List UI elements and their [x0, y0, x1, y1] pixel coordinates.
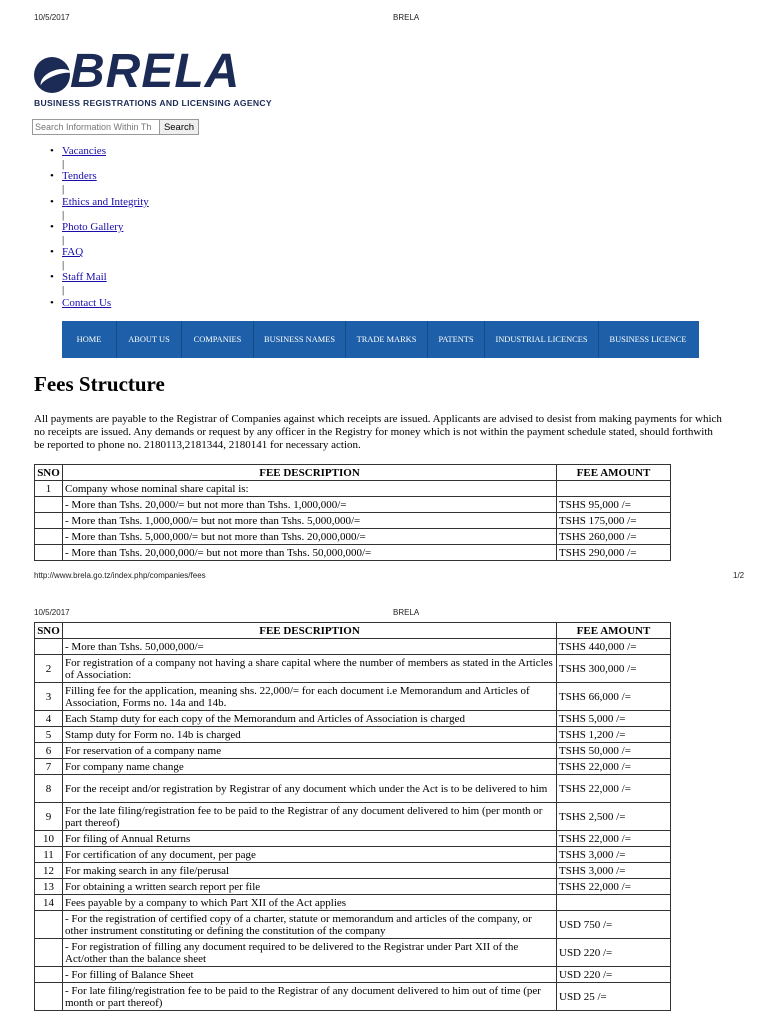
cell-sno	[35, 639, 63, 655]
link-vacancies[interactable]: Vacancies	[62, 145, 106, 157]
table-row	[35, 727, 671, 743]
table-row	[35, 497, 671, 513]
cell-amount: TSHS 50,000 /=	[557, 743, 671, 759]
col-header-description: FEE DESCRIPTION	[63, 465, 557, 481]
bullet-icon: •	[50, 296, 54, 309]
bullet-icon: •	[50, 246, 54, 259]
cell-amount: TSHS 440,000 /=	[557, 639, 671, 655]
cell-amount: USD 25 /=	[557, 983, 671, 1011]
cell-description: - For registration of filling any document required to be delivered to the Registrar under Part XII of the Act/other than the balance sheet	[63, 939, 557, 967]
cell-description: For obtaining a written search report per file	[63, 879, 557, 895]
link-separator: |	[62, 208, 65, 221]
cell-description: Filling fee for the application, meaning shs. 22,000/= for each document i.e Memorandum and Articles of Association, Forms no. 14a and 14b.	[63, 683, 557, 711]
cell-amount: USD 750 /=	[557, 911, 671, 939]
print-url: http://www.brela.go.tz/index.php/companies/fees	[34, 571, 206, 580]
print-date: 10/5/2017	[34, 13, 70, 22]
cell-sno: 4	[35, 711, 63, 727]
cell-sno: 3	[35, 683, 63, 711]
cell-sno: 9	[35, 803, 63, 831]
link-separator: |	[62, 183, 65, 196]
cell-sno	[35, 513, 63, 529]
fees-table-body	[35, 481, 671, 561]
link-staff-mail[interactable]: Staff Mail	[62, 271, 107, 284]
cell-description: - More than Tshs. 1,000,000/= but not more than Tshs. 5,000,000/=	[63, 513, 557, 529]
cell-description: For the late filing/registration fee to be paid to the Registrar of any document delivered to him (per month or part thereof)	[63, 803, 557, 831]
table-row	[35, 983, 671, 1011]
cell-description: For the receipt and/or registration by Registrar of any document which under the Act is to be delivered to him	[63, 775, 557, 803]
cell-amount: TSHS 22,000 /=	[557, 831, 671, 847]
cell-sno: 6	[35, 743, 63, 759]
cell-description: - More than Tshs. 20,000/= but not more than Tshs. 1,000,000/=	[63, 497, 557, 513]
link-separator: |	[62, 284, 65, 297]
menu-patents[interactable]: PATENTS	[428, 321, 485, 358]
cell-sno	[35, 967, 63, 983]
cell-amount: TSHS 3,000 /=	[557, 863, 671, 879]
cell-description: - For the registration of certified copy of a charter, statute or memorandum and articles of the company, or other instrument constituting or defining the constitution of the company	[63, 911, 557, 939]
bullet-icon: •	[50, 220, 54, 233]
logo-tagline: BUSINESS REGISTRATIONS AND LICENSING AGENCY	[34, 98, 272, 108]
table-row	[35, 831, 671, 847]
cell-amount: TSHS 66,000 /=	[557, 683, 671, 711]
cell-description: Fees payable by a company to which Part XII of the Act applies	[63, 895, 557, 911]
cell-amount: TSHS 95,000 /=	[557, 497, 671, 513]
cell-amount: TSHS 2,500 /=	[557, 803, 671, 831]
table-row	[35, 529, 671, 545]
print-title-page2: BRELA	[393, 608, 420, 617]
cell-amount: TSHS 300,000 /=	[557, 655, 671, 683]
link-separator: |	[62, 158, 65, 170]
cell-sno	[35, 939, 63, 967]
cell-description: For company name change	[63, 759, 557, 775]
menu-business-licence[interactable]: BUSINESS LICENCE	[609, 335, 687, 344]
cell-sno: 11	[35, 847, 63, 863]
fees-table-page2-clip	[0, 622, 768, 1024]
fees-table-body	[35, 639, 671, 1011]
table-row	[35, 639, 671, 655]
cell-sno	[35, 497, 63, 513]
col-header-sno: SNO	[35, 623, 63, 639]
col-header-sno: SNO	[35, 465, 63, 481]
cell-sno	[35, 983, 63, 1011]
cell-sno: 8	[35, 775, 63, 803]
search-input[interactable]	[32, 119, 160, 135]
cell-sno	[35, 911, 63, 939]
print-title: BRELA	[393, 13, 420, 22]
table-row	[35, 711, 671, 727]
cell-description: For making search in any file/perusal	[63, 863, 557, 879]
menu-home[interactable]: HOME	[62, 321, 117, 358]
cell-amount: TSHS 22,000 /=	[557, 879, 671, 895]
col-header-amount: FEE AMOUNT	[557, 623, 671, 639]
table-row	[35, 743, 671, 759]
table-row	[35, 847, 671, 863]
brela-logo[interactable]	[34, 45, 274, 112]
cell-amount: TSHS 290,000 /=	[557, 545, 671, 561]
cell-description: For registration of a company not having a share capital where the number of members as stated in the Articles of Association:	[63, 655, 557, 683]
cell-amount	[557, 895, 671, 911]
table-row	[35, 775, 671, 803]
link-tenders[interactable]: Tenders	[62, 170, 97, 183]
table-row	[35, 683, 671, 711]
link-separator: |	[62, 259, 65, 272]
table-row	[35, 545, 671, 561]
cell-sno: 10	[35, 831, 63, 847]
table-row	[35, 967, 671, 983]
table-row	[35, 939, 671, 967]
table-row	[35, 879, 671, 895]
print-page-number: 1/2	[733, 571, 745, 580]
page-title: Fees Structure	[34, 372, 165, 396]
cell-description: - For late filing/registration fee to be paid to the Registrar of any document delivered to him out of time (per month or part thereof)	[63, 983, 557, 1011]
cell-sno	[35, 545, 63, 561]
table-row	[35, 759, 671, 775]
cell-amount: TSHS 175,000 /=	[557, 513, 671, 529]
table-row	[35, 863, 671, 879]
print-date-page2: 10/5/2017	[34, 608, 70, 617]
cell-sno	[35, 529, 63, 545]
cell-sno: 12	[35, 863, 63, 879]
table-row	[35, 911, 671, 939]
cell-sno: 13	[35, 879, 63, 895]
col-header-amount: FEE AMOUNT	[557, 465, 671, 481]
cell-amount: TSHS 22,000 /=	[557, 759, 671, 775]
menu-business-names[interactable]: BUSINESS NAMES	[254, 321, 346, 358]
logo-wordmark: BRELA	[70, 45, 241, 98]
fees-table-page1-clip	[0, 464, 768, 566]
cell-description: Company whose nominal share capital is:	[63, 481, 557, 497]
link-contact-us[interactable]: Contact Us	[62, 296, 112, 309]
fees-table-continued	[34, 622, 671, 1011]
col-header-description: FEE DESCRIPTION	[63, 623, 557, 639]
brela-emblem-icon	[34, 57, 70, 93]
menu-trade-marks[interactable]: TRADE MARKS	[346, 321, 428, 358]
link-separator: |	[62, 233, 65, 246]
cell-description: - More than Tshs. 20,000,000/= but not more than Tshs. 50,000,000/=	[63, 545, 557, 561]
cell-sno: 2	[35, 655, 63, 683]
table-row	[35, 895, 671, 911]
cell-description: For certification of any document, per page	[63, 847, 557, 863]
cell-amount: TSHS 260,000 /=	[557, 529, 671, 545]
cell-amount	[557, 481, 671, 497]
table-row	[35, 481, 671, 497]
bullet-icon: •	[50, 170, 54, 183]
fees-table	[34, 464, 671, 561]
link-faq[interactable]: FAQ	[62, 246, 84, 259]
bullet-icon: •	[50, 195, 54, 208]
cell-description: For reservation of a company name	[63, 743, 557, 759]
menu-companies[interactable]: COMPANIES	[182, 321, 254, 358]
cell-amount: TSHS 22,000 /=	[557, 775, 671, 803]
cell-sno: 5	[35, 727, 63, 743]
table-row	[35, 803, 671, 831]
cell-description: For filing of Annual Returns	[63, 831, 557, 847]
cell-description: Each Stamp duty for each copy of the Memorandum and Articles of Association is charged	[63, 711, 557, 727]
menu-about-us[interactable]: ABOUT US	[117, 321, 182, 358]
menu-industrial-licences[interactable]: INDUSTRIAL LICENCES	[485, 321, 599, 358]
cell-amount: TSHS 5,000 /=	[557, 711, 671, 727]
search-button[interactable]: Search	[159, 119, 199, 135]
cell-description: - For filling of Balance Sheet	[63, 967, 557, 983]
cell-amount: USD 220 /=	[557, 939, 671, 967]
table-row	[35, 513, 671, 529]
main-menu	[62, 321, 699, 358]
cell-description: - More than Tshs. 5,000,000/= but not more than Tshs. 20,000,000/=	[63, 529, 557, 545]
cell-description: Stamp duty for Form no. 14b is charged	[63, 727, 557, 743]
cell-amount: TSHS 3,000 /=	[557, 847, 671, 863]
cell-sno: 14	[35, 895, 63, 911]
bullet-icon: •	[50, 271, 54, 284]
link-ethics-integrity[interactable]: Ethics and Integrity	[62, 195, 149, 208]
cell-description: - More than Tshs. 50,000,000/=	[63, 639, 557, 655]
table-row	[35, 655, 671, 683]
cell-sno: 7	[35, 759, 63, 775]
cell-amount: TSHS 1,200 /=	[557, 727, 671, 743]
cell-sno: 1	[35, 481, 63, 497]
bullet-icon: •	[50, 145, 54, 157]
intro-paragraph: All payments are payable to the Registrar of Companies against which receipts are issued. Applicants are advised to desist from making payments for which no receipts are issued. Any demands or request by any officer in the Registry for money which is not within the payment schedule stated, should forthwith be reported to phone no. 2180113,2181344, 2180141 for necessary action.	[34, 413, 722, 451]
cell-amount: USD 220 /=	[557, 967, 671, 983]
link-photo-gallery[interactable]: Photo Gallery	[62, 220, 124, 233]
